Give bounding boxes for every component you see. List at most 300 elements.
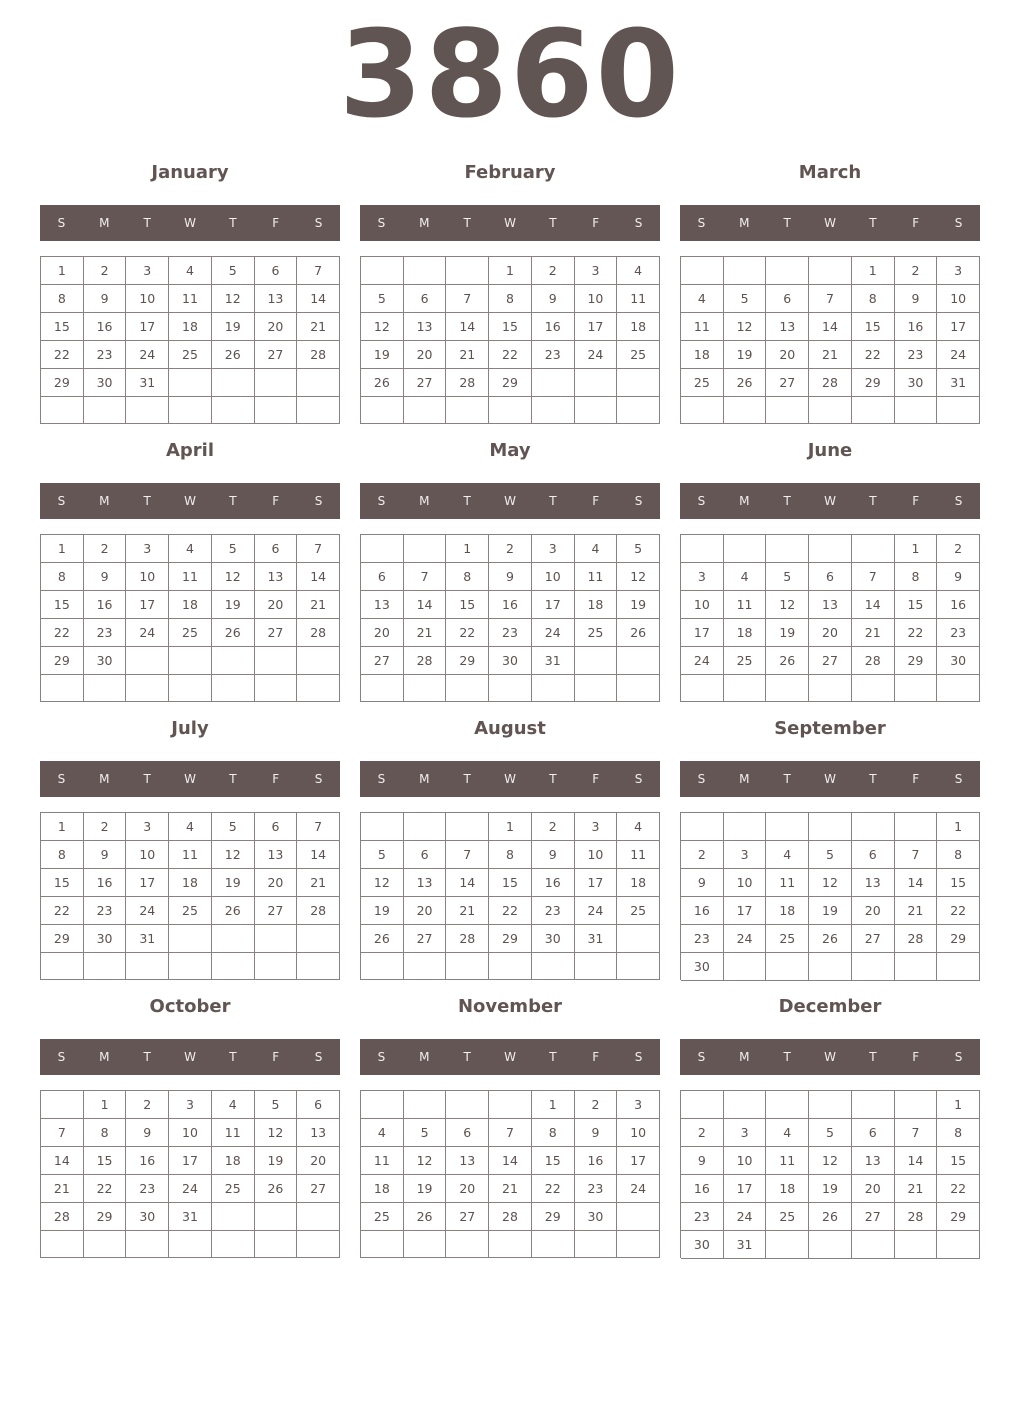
day-cell: 2	[84, 813, 127, 841]
day-cell: 20	[766, 341, 809, 369]
empty-cell	[126, 953, 169, 980]
month-name: December	[778, 996, 882, 1017]
day-cell: 4	[724, 563, 767, 591]
weekday-label: S	[314, 494, 323, 508]
day-cell: 8	[852, 285, 895, 313]
day-cell: 5	[766, 563, 809, 591]
day-cell: 31	[126, 925, 169, 953]
day-cell: 28	[297, 341, 340, 369]
weekday-header	[40, 1039, 340, 1075]
day-cell: 29	[41, 369, 84, 397]
day-cell: 23	[937, 619, 980, 647]
day-cell: 28	[895, 1203, 938, 1231]
day-cell: 13	[297, 1119, 340, 1147]
day-cell: 6	[809, 563, 852, 591]
day-cell: 4	[766, 1119, 809, 1147]
empty-cell	[404, 1231, 447, 1258]
day-cell: 31	[724, 1231, 767, 1259]
day-cell: 8	[41, 841, 84, 869]
empty-cell	[255, 397, 298, 424]
empty-cell	[126, 397, 169, 424]
weekday-label: T	[783, 1050, 791, 1064]
weekday-label: T	[869, 494, 877, 508]
empty-cell	[617, 1231, 660, 1258]
day-cell: 25	[766, 1203, 809, 1231]
day-cell: 20	[361, 619, 404, 647]
day-cell: 2	[532, 257, 575, 285]
day-cell: 16	[532, 869, 575, 897]
day-cell: 10	[169, 1119, 212, 1147]
day-cell: 3	[575, 257, 618, 285]
day-grid	[40, 1090, 340, 1258]
empty-cell	[361, 953, 404, 980]
day-grid	[360, 534, 660, 702]
day-cell: 15	[41, 313, 84, 341]
day-cell: 11	[617, 841, 660, 869]
day-cell: 30	[937, 647, 980, 675]
day-cell: 16	[937, 591, 980, 619]
weekday-label: M	[419, 216, 430, 230]
day-cell: 12	[404, 1147, 447, 1175]
empty-cell	[404, 1091, 447, 1119]
day-cell: 19	[361, 341, 404, 369]
day-cell: 20	[852, 897, 895, 925]
day-cell: 19	[212, 869, 255, 897]
empty-cell	[212, 925, 255, 953]
day-cell: 20	[255, 591, 298, 619]
day-cell: 25	[212, 1175, 255, 1203]
day-cell: 25	[169, 619, 212, 647]
day-cell: 28	[895, 925, 938, 953]
weekday-label: S	[57, 1050, 66, 1064]
day-cell: 20	[852, 1175, 895, 1203]
day-cell: 2	[937, 535, 980, 563]
day-cell: 4	[169, 535, 212, 563]
day-cell: 18	[169, 313, 212, 341]
day-cell: 10	[724, 869, 767, 897]
day-cell: 10	[126, 563, 169, 591]
day-cell: 28	[446, 369, 489, 397]
weekday-label: S	[57, 494, 66, 508]
empty-cell	[681, 257, 724, 285]
day-cell: 6	[852, 841, 895, 869]
empty-cell	[617, 369, 660, 397]
day-cell: 16	[575, 1147, 618, 1175]
day-cell: 15	[937, 1147, 980, 1175]
day-cell: 6	[404, 841, 447, 869]
day-cell: 21	[297, 591, 340, 619]
weekday-label: T	[549, 216, 557, 230]
weekday-label: W	[184, 1050, 196, 1064]
weekday-label: M	[739, 494, 750, 508]
day-cell: 5	[724, 285, 767, 313]
empty-cell	[681, 535, 724, 563]
day-cell: 11	[212, 1119, 255, 1147]
weekday-label: S	[314, 772, 323, 786]
empty-cell	[361, 813, 404, 841]
day-cell: 24	[617, 1175, 660, 1203]
day-cell: 17	[937, 313, 980, 341]
day-cell: 24	[532, 619, 575, 647]
weekday-label: F	[272, 772, 280, 786]
month-name: April	[165, 440, 215, 461]
empty-cell	[297, 675, 340, 702]
month-name: February	[464, 162, 556, 183]
day-cell: 9	[84, 563, 127, 591]
empty-cell	[895, 675, 938, 702]
empty-cell	[809, 535, 852, 563]
weekday-label: S	[377, 216, 386, 230]
empty-cell	[361, 397, 404, 424]
day-cell: 29	[937, 1203, 980, 1231]
empty-cell	[809, 1231, 852, 1259]
empty-cell	[617, 953, 660, 980]
day-cell: 30	[84, 925, 127, 953]
empty-cell	[575, 675, 618, 702]
day-cell: 5	[255, 1091, 298, 1119]
empty-cell	[361, 535, 404, 563]
empty-cell	[41, 953, 84, 980]
day-cell: 19	[809, 897, 852, 925]
weekday-label: T	[229, 216, 237, 230]
day-cell: 14	[446, 869, 489, 897]
weekday-label: S	[697, 1050, 706, 1064]
day-cell: 21	[895, 1175, 938, 1203]
day-cell: 13	[446, 1147, 489, 1175]
empty-cell	[297, 1231, 340, 1258]
day-cell: 29	[895, 647, 938, 675]
empty-cell	[532, 1231, 575, 1258]
day-cell: 21	[297, 313, 340, 341]
day-cell: 21	[404, 619, 447, 647]
day-cell: 17	[532, 591, 575, 619]
empty-cell	[446, 675, 489, 702]
day-cell: 18	[575, 591, 618, 619]
day-cell: 22	[41, 619, 84, 647]
day-cell: 6	[766, 285, 809, 313]
day-cell: 9	[489, 563, 532, 591]
day-cell: 6	[255, 257, 298, 285]
weekday-label: T	[143, 494, 151, 508]
empty-cell	[532, 369, 575, 397]
day-cell: 30	[84, 647, 127, 675]
weekday-label: F	[912, 494, 920, 508]
day-cell: 12	[617, 563, 660, 591]
weekday-label: F	[272, 494, 280, 508]
day-cell: 17	[724, 1175, 767, 1203]
empty-cell	[489, 1231, 532, 1258]
day-cell: 28	[297, 897, 340, 925]
empty-cell	[446, 1091, 489, 1119]
day-cell: 2	[532, 813, 575, 841]
day-cell: 1	[489, 813, 532, 841]
day-cell: 18	[724, 619, 767, 647]
weekday-label: F	[912, 772, 920, 786]
day-cell: 8	[84, 1119, 127, 1147]
day-cell: 21	[446, 341, 489, 369]
empty-cell	[766, 813, 809, 841]
empty-cell	[297, 1203, 340, 1231]
weekday-label: W	[504, 772, 516, 786]
weekday-label: F	[592, 772, 600, 786]
day-cell: 30	[895, 369, 938, 397]
weekday-label: W	[184, 494, 196, 508]
weekday-label: T	[783, 216, 791, 230]
empty-cell	[212, 675, 255, 702]
day-cell: 14	[895, 869, 938, 897]
day-cell: 3	[126, 257, 169, 285]
day-cell: 11	[766, 1147, 809, 1175]
weekday-header	[40, 483, 340, 519]
weekday-label: M	[99, 216, 110, 230]
day-cell: 8	[937, 1119, 980, 1147]
weekday-label: M	[99, 494, 110, 508]
day-cell: 31	[575, 925, 618, 953]
empty-cell	[446, 813, 489, 841]
weekday-label: M	[739, 1050, 750, 1064]
day-cell: 10	[532, 563, 575, 591]
day-cell: 7	[895, 841, 938, 869]
empty-cell	[617, 675, 660, 702]
day-cell: 1	[41, 535, 84, 563]
day-cell: 29	[84, 1203, 127, 1231]
day-cell: 22	[446, 619, 489, 647]
day-grid	[680, 1090, 980, 1258]
day-cell: 23	[126, 1175, 169, 1203]
day-cell: 3	[575, 813, 618, 841]
empty-cell	[255, 1231, 298, 1258]
empty-cell	[681, 397, 724, 424]
day-cell: 17	[681, 619, 724, 647]
day-cell: 20	[255, 869, 298, 897]
weekday-header	[40, 205, 340, 241]
day-cell: 1	[852, 257, 895, 285]
day-cell: 30	[532, 925, 575, 953]
weekday-label: S	[634, 216, 643, 230]
day-cell: 26	[766, 647, 809, 675]
day-cell: 14	[297, 285, 340, 313]
day-cell: 16	[681, 1175, 724, 1203]
month-name: June	[807, 440, 853, 461]
day-cell: 19	[809, 1175, 852, 1203]
day-cell: 31	[937, 369, 980, 397]
day-cell: 24	[126, 341, 169, 369]
day-cell: 10	[617, 1119, 660, 1147]
day-cell: 25	[617, 897, 660, 925]
empty-cell	[766, 397, 809, 424]
weekday-label: T	[549, 772, 557, 786]
empty-cell	[532, 953, 575, 980]
year-title: 3860	[339, 6, 681, 145]
day-cell: 22	[489, 341, 532, 369]
day-cell: 15	[895, 591, 938, 619]
day-cell: 28	[852, 647, 895, 675]
day-cell: 25	[169, 341, 212, 369]
day-cell: 11	[724, 591, 767, 619]
empty-cell	[766, 1231, 809, 1259]
day-cell: 28	[404, 647, 447, 675]
weekday-label: T	[549, 494, 557, 508]
empty-cell	[212, 647, 255, 675]
day-cell: 11	[575, 563, 618, 591]
day-cell: 16	[895, 313, 938, 341]
weekday-label: W	[824, 772, 836, 786]
empty-cell	[937, 675, 980, 702]
empty-cell	[255, 1203, 298, 1231]
empty-cell	[766, 675, 809, 702]
day-cell: 23	[84, 341, 127, 369]
day-cell: 3	[169, 1091, 212, 1119]
month-name: January	[151, 162, 229, 183]
day-cell: 28	[41, 1203, 84, 1231]
weekday-label: W	[504, 1050, 516, 1064]
day-cell: 29	[41, 925, 84, 953]
day-cell: 1	[937, 813, 980, 841]
month-name: November	[457, 996, 563, 1017]
empty-cell	[169, 397, 212, 424]
empty-cell	[766, 1091, 809, 1119]
empty-cell	[852, 953, 895, 981]
empty-cell	[766, 535, 809, 563]
weekday-label: T	[869, 1050, 877, 1064]
day-cell: 5	[212, 535, 255, 563]
day-cell: 11	[766, 869, 809, 897]
day-cell: 3	[532, 535, 575, 563]
day-cell: 24	[126, 897, 169, 925]
day-cell: 28	[297, 619, 340, 647]
day-cell: 29	[532, 1203, 575, 1231]
day-cell: 15	[937, 869, 980, 897]
day-cell: 4	[766, 841, 809, 869]
day-cell: 28	[809, 369, 852, 397]
weekday-label: T	[143, 1050, 151, 1064]
empty-cell	[852, 1231, 895, 1259]
day-cell: 4	[212, 1091, 255, 1119]
day-cell: 21	[446, 897, 489, 925]
day-cell: 8	[532, 1119, 575, 1147]
weekday-header	[680, 761, 980, 797]
day-grid	[360, 812, 660, 980]
day-cell: 7	[446, 285, 489, 313]
day-cell: 7	[895, 1119, 938, 1147]
weekday-header	[360, 483, 660, 519]
empty-cell	[489, 1091, 532, 1119]
weekday-label: T	[229, 1050, 237, 1064]
day-cell: 11	[169, 285, 212, 313]
empty-cell	[852, 813, 895, 841]
empty-cell	[895, 813, 938, 841]
day-cell: 1	[532, 1091, 575, 1119]
day-cell: 17	[126, 869, 169, 897]
day-cell: 1	[446, 535, 489, 563]
empty-cell	[212, 397, 255, 424]
empty-cell	[404, 257, 447, 285]
day-cell: 9	[532, 285, 575, 313]
day-cell: 26	[404, 1203, 447, 1231]
day-cell: 17	[126, 313, 169, 341]
day-cell: 11	[169, 563, 212, 591]
empty-cell	[255, 953, 298, 980]
day-cell: 31	[532, 647, 575, 675]
weekday-label: T	[229, 772, 237, 786]
day-cell: 3	[937, 257, 980, 285]
day-cell: 10	[126, 841, 169, 869]
weekday-label: S	[697, 494, 706, 508]
day-cell: 11	[361, 1147, 404, 1175]
empty-cell	[724, 953, 767, 981]
empty-cell	[255, 925, 298, 953]
day-cell: 3	[617, 1091, 660, 1119]
weekday-label: S	[314, 1050, 323, 1064]
weekday-header	[680, 205, 980, 241]
day-cell: 12	[212, 285, 255, 313]
day-cell: 13	[255, 285, 298, 313]
day-cell: 31	[169, 1203, 212, 1231]
day-cell: 1	[937, 1091, 980, 1119]
empty-cell	[766, 257, 809, 285]
day-cell: 18	[361, 1175, 404, 1203]
day-cell: 2	[681, 841, 724, 869]
day-cell: 30	[681, 1231, 724, 1259]
empty-cell	[681, 813, 724, 841]
weekday-label: F	[592, 494, 600, 508]
day-cell: 23	[84, 619, 127, 647]
weekday-label: S	[954, 494, 963, 508]
weekday-label: W	[504, 494, 516, 508]
day-cell: 22	[895, 619, 938, 647]
day-cell: 27	[766, 369, 809, 397]
month-name: July	[171, 718, 209, 739]
day-cell: 13	[404, 869, 447, 897]
month-name: September	[774, 718, 886, 739]
day-cell: 25	[766, 925, 809, 953]
weekday-label: T	[463, 494, 471, 508]
weekday-label: S	[57, 772, 66, 786]
day-cell: 5	[404, 1119, 447, 1147]
empty-cell	[617, 397, 660, 424]
empty-cell	[532, 397, 575, 424]
day-cell: 25	[724, 647, 767, 675]
day-cell: 11	[617, 285, 660, 313]
day-cell: 12	[809, 1147, 852, 1175]
day-cell: 16	[681, 897, 724, 925]
day-cell: 9	[575, 1119, 618, 1147]
empty-cell	[809, 397, 852, 424]
day-cell: 13	[852, 869, 895, 897]
day-cell: 19	[212, 313, 255, 341]
day-cell: 27	[255, 341, 298, 369]
day-cell: 23	[489, 619, 532, 647]
day-cell: 14	[852, 591, 895, 619]
day-grid	[360, 1090, 660, 1258]
empty-cell	[404, 675, 447, 702]
day-cell: 2	[84, 535, 127, 563]
day-cell: 30	[84, 369, 127, 397]
empty-cell	[852, 397, 895, 424]
day-cell: 21	[489, 1175, 532, 1203]
empty-cell	[895, 1231, 938, 1259]
empty-cell	[809, 813, 852, 841]
day-cell: 18	[681, 341, 724, 369]
weekday-label: W	[504, 216, 516, 230]
weekday-label: M	[739, 216, 750, 230]
weekday-label: S	[697, 216, 706, 230]
day-cell: 17	[126, 591, 169, 619]
day-cell: 30	[681, 953, 724, 981]
day-cell: 25	[681, 369, 724, 397]
day-cell: 3	[126, 535, 169, 563]
day-cell: 15	[852, 313, 895, 341]
